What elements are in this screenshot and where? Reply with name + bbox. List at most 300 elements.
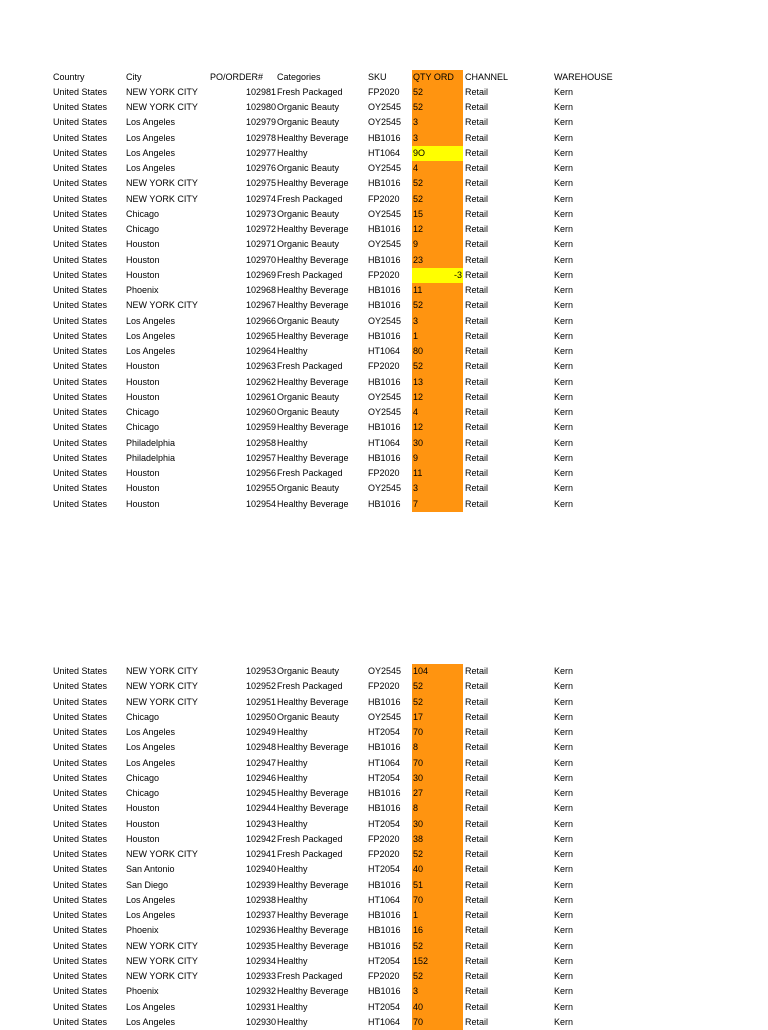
cell-qty-ord: 40: [412, 1000, 463, 1015]
cell-channel: Retail: [465, 696, 489, 707]
cell-po-order: 102951: [245, 696, 276, 707]
table-row: [0, 390, 768, 405]
cell-qty-ord: 9: [412, 451, 463, 466]
cell-qty-ord: 15: [412, 207, 463, 222]
cell-sku: OY2545: [368, 483, 402, 494]
cell-country: United States: [53, 894, 108, 905]
cell-qty-ord: 40: [412, 862, 463, 877]
table-row: [0, 192, 768, 207]
cell-category: Fresh Packaged: [277, 361, 343, 372]
cell-category: Healthy Beverage: [277, 803, 349, 814]
cell-warehouse: Kern: [554, 727, 574, 737]
table-row: [0, 481, 768, 496]
cell-category: Fresh Packaged: [277, 468, 343, 478]
cell-warehouse: Kern: [554, 132, 574, 143]
table-row: [0, 268, 768, 283]
cell-country: United States: [53, 224, 108, 234]
cell-category: Fresh Packaged: [277, 193, 343, 204]
cell-category: Healthy: [277, 346, 308, 356]
cell-country: United States: [53, 437, 108, 448]
cell-sku: HT1064: [368, 437, 401, 448]
cell-category: Healthy: [277, 818, 308, 829]
cell-sku: OY2545: [368, 711, 402, 722]
cell-warehouse: Kern: [554, 879, 574, 890]
cell-city: NEW YORK CITY: [126, 193, 198, 204]
cell-category: Healthy: [277, 772, 308, 783]
table-row: [0, 695, 768, 710]
cell-country: United States: [53, 803, 108, 814]
cell-warehouse: Kern: [554, 269, 574, 280]
cell-sku: HB1016: [368, 742, 401, 753]
cell-country: United States: [53, 132, 108, 143]
cell-warehouse: Kern: [554, 696, 574, 707]
cell-city: Los Angeles: [126, 1001, 176, 1012]
cell-warehouse: Kern: [554, 285, 574, 295]
cell-channel: Retail: [465, 147, 489, 158]
cell-country: United States: [53, 910, 108, 920]
cell-qty-ord: 12: [412, 222, 463, 237]
cell-country: United States: [53, 498, 108, 509]
cell-qty-ord: 52: [412, 939, 463, 954]
cell-po-order: 102956: [245, 468, 276, 478]
cell-category: Organic Beauty: [277, 711, 340, 722]
cell-qty-ord: 3: [412, 115, 463, 130]
cell-country: United States: [53, 483, 108, 494]
cell-qty-ord: 12: [412, 390, 463, 405]
cell-country: United States: [53, 696, 108, 707]
cell-warehouse: Kern: [554, 742, 574, 753]
cell-channel: Retail: [465, 864, 489, 875]
cell-category: Healthy: [277, 955, 308, 966]
cell-channel: Retail: [465, 330, 489, 341]
cell-country: United States: [53, 864, 108, 875]
table-row: [0, 801, 768, 816]
cell-qty-ord: 3: [412, 314, 463, 329]
cell-warehouse: Kern: [554, 818, 574, 829]
cell-po-order: 102979: [245, 117, 276, 128]
cell-warehouse: Kern: [554, 147, 574, 158]
table-row: [0, 436, 768, 451]
cell-category: Healthy: [277, 1016, 308, 1027]
cell-warehouse: Kern: [554, 681, 574, 692]
cell-category: Healthy Beverage: [277, 788, 349, 798]
cell-po-order: 102946: [245, 772, 276, 783]
cell-city: San Antonio: [126, 864, 175, 875]
cell-warehouse: Kern: [554, 178, 574, 189]
cell-category: Healthy: [277, 1001, 308, 1012]
cell-city: Chicago: [126, 788, 160, 798]
cell-category: Healthy Beverage: [277, 224, 349, 234]
cell-sku: OY2545: [368, 315, 402, 326]
cell-category: Healthy Beverage: [277, 742, 349, 753]
cell-sku: HB1016: [368, 696, 401, 707]
cell-warehouse: Kern: [554, 239, 574, 250]
table-row: [0, 237, 768, 252]
cell-country: United States: [53, 330, 108, 341]
cell-city: Chicago: [126, 711, 160, 722]
cell-warehouse: Kern: [554, 910, 574, 920]
cell-po-order: 102953: [245, 666, 276, 676]
cell-qty-ord: 30: [412, 817, 463, 832]
table-row: [0, 283, 768, 298]
cell-category: Healthy Beverage: [277, 285, 349, 295]
cell-channel: Retail: [465, 894, 489, 905]
cell-warehouse: Kern: [554, 254, 574, 265]
cell-po-order: 102937: [245, 910, 276, 920]
cell-qty-ord: 3: [412, 131, 463, 146]
cell-sku: HB1016: [368, 788, 401, 798]
cell-category: Healthy Beverage: [277, 696, 349, 707]
cell-warehouse: Kern: [554, 1001, 574, 1012]
table-row: [0, 222, 768, 237]
cell-country: United States: [53, 254, 108, 265]
cell-country: United States: [53, 833, 108, 844]
table-row: [0, 954, 768, 969]
table-row: [0, 771, 768, 786]
cell-channel: Retail: [465, 468, 489, 478]
header-qty-ord: QTY ORD: [412, 70, 463, 85]
table-row: [0, 344, 768, 359]
cell-qty-ord: 11: [412, 466, 463, 481]
cell-channel: Retail: [465, 102, 489, 112]
cell-category: Fresh Packaged: [277, 269, 343, 280]
cell-po-order: 102947: [245, 757, 276, 768]
cell-city: Los Angeles: [126, 742, 176, 753]
table-row: [0, 862, 768, 877]
cell-category: Healthy Beverage: [277, 330, 349, 341]
cell-country: United States: [53, 986, 108, 997]
cell-city: Houston: [126, 269, 160, 280]
cell-channel: Retail: [465, 498, 489, 509]
cell-city: Phoenix: [126, 986, 159, 997]
cell-warehouse: Kern: [554, 940, 574, 951]
cell-country: United States: [53, 315, 108, 326]
cell-country: United States: [53, 1016, 108, 1027]
cell-category: Healthy Beverage: [277, 422, 349, 433]
cell-country: United States: [53, 86, 108, 97]
cell-channel: Retail: [465, 376, 489, 387]
cell-city: Los Angeles: [126, 894, 176, 905]
header-row: [0, 70, 768, 85]
cell-city: Houston: [126, 818, 160, 829]
header-city: City: [126, 71, 142, 82]
cell-city: NEW YORK CITY: [126, 849, 198, 859]
cell-city: Los Angeles: [126, 346, 176, 356]
cell-country: United States: [53, 468, 108, 478]
cell-city: Chicago: [126, 208, 160, 219]
cell-sku: HB1016: [368, 285, 401, 295]
cell-qty-ord: 13: [412, 375, 463, 390]
table-row: [0, 253, 768, 268]
cell-sku: HB1016: [368, 422, 401, 433]
cell-qty-ord: 30: [412, 771, 463, 786]
cell-channel: Retail: [465, 208, 489, 219]
cell-category: Organic Beauty: [277, 315, 340, 326]
cell-warehouse: Kern: [554, 315, 574, 326]
cell-country: United States: [53, 772, 108, 783]
cell-city: Los Angeles: [126, 163, 176, 173]
cell-channel: Retail: [465, 757, 489, 768]
cell-sku: HT1064: [368, 346, 401, 356]
table-row: [0, 298, 768, 313]
table-row: [0, 878, 768, 893]
table-row: [0, 420, 768, 435]
cell-warehouse: Kern: [554, 391, 574, 402]
cell-warehouse: Kern: [554, 833, 574, 844]
cell-warehouse: Kern: [554, 483, 574, 494]
cell-city: Houston: [126, 483, 160, 494]
cell-country: United States: [53, 788, 108, 798]
cell-country: United States: [53, 666, 108, 676]
cell-country: United States: [53, 818, 108, 829]
table-row: [0, 725, 768, 740]
cell-po-order: 102973: [245, 208, 276, 219]
table-row: [0, 893, 768, 908]
cell-city: Los Angeles: [126, 1016, 176, 1027]
cell-qty-ord: 52: [412, 100, 463, 115]
cell-qty-ord: 70: [412, 725, 463, 740]
cell-sku: OY2545: [368, 239, 402, 250]
cell-channel: Retail: [465, 300, 489, 311]
cell-category: Healthy Beverage: [277, 940, 349, 951]
cell-category: Organic Beauty: [277, 407, 340, 417]
cell-sku: OY2545: [368, 208, 402, 219]
cell-qty-ord: 104: [412, 664, 463, 679]
cell-channel: Retail: [465, 940, 489, 951]
cell-qty-ord: 52: [412, 192, 463, 207]
cell-city: Chicago: [126, 224, 160, 234]
cell-city: Philadelphia: [126, 452, 176, 463]
cell-city: Los Angeles: [126, 117, 176, 128]
cell-qty-ord: 3: [412, 481, 463, 496]
cell-sku: HB1016: [368, 330, 401, 341]
cell-category: Fresh Packaged: [277, 86, 343, 97]
cell-warehouse: Kern: [554, 361, 574, 372]
cell-po-order: 102968: [245, 285, 276, 295]
cell-sku: OY2545: [368, 407, 402, 417]
cell-warehouse: Kern: [554, 224, 574, 234]
cell-sku: HB1016: [368, 910, 401, 920]
cell-country: United States: [53, 1001, 108, 1012]
cell-city: Los Angeles: [126, 910, 176, 920]
cell-qty-ord: 52: [412, 359, 463, 374]
cell-sku: HB1016: [368, 879, 401, 890]
cell-category: Healthy: [277, 757, 308, 768]
cell-city: NEW YORK CITY: [126, 696, 198, 707]
table-row: [0, 115, 768, 130]
table-row: [0, 359, 768, 374]
cell-warehouse: Kern: [554, 300, 574, 311]
cell-category: Healthy Beverage: [277, 254, 349, 265]
cell-warehouse: Kern: [554, 894, 574, 905]
cell-sku: HT1064: [368, 894, 401, 905]
cell-po-order: 102965: [245, 330, 276, 341]
cell-channel: Retail: [465, 849, 489, 859]
cell-sku: HB1016: [368, 986, 401, 997]
cell-city: Houston: [126, 391, 160, 402]
cell-country: United States: [53, 178, 108, 189]
cell-country: United States: [53, 208, 108, 219]
cell-warehouse: Kern: [554, 330, 574, 341]
cell-city: NEW YORK CITY: [126, 86, 198, 97]
table-row: [0, 176, 768, 191]
cell-country: United States: [53, 711, 108, 722]
table-row: [0, 161, 768, 176]
cell-warehouse: Kern: [554, 666, 574, 676]
cell-po-order: 102960: [245, 407, 276, 417]
cell-po-order: 102978: [245, 132, 276, 143]
cell-qty-ord: 30: [412, 436, 463, 451]
cell-city: Houston: [126, 361, 160, 372]
cell-qty-ord: 1: [412, 908, 463, 923]
cell-po-order: 102972: [245, 224, 276, 234]
cell-warehouse: Kern: [554, 376, 574, 387]
cell-channel: Retail: [465, 955, 489, 966]
cell-country: United States: [53, 940, 108, 951]
cell-category: Healthy Beverage: [277, 986, 349, 997]
cell-category: Organic Beauty: [277, 391, 340, 402]
cell-qty-ord: 152: [412, 954, 463, 969]
cell-category: Healthy Beverage: [277, 879, 349, 890]
cell-category: Organic Beauty: [277, 239, 340, 250]
table-row: [0, 786, 768, 801]
table-row: [0, 466, 768, 481]
cell-po-order: 102933: [245, 971, 276, 981]
cell-sku: HB1016: [368, 376, 401, 387]
cell-channel: Retail: [465, 269, 489, 280]
cell-country: United States: [53, 407, 108, 417]
cell-city: Chicago: [126, 422, 160, 433]
cell-warehouse: Kern: [554, 849, 574, 859]
cell-category: Healthy: [277, 864, 308, 875]
cell-warehouse: Kern: [554, 117, 574, 128]
cell-country: United States: [53, 285, 108, 295]
cell-channel: Retail: [465, 315, 489, 326]
table-row: [0, 664, 768, 679]
cell-sku: HT2054: [368, 864, 401, 875]
cell-city: NEW YORK CITY: [126, 102, 198, 112]
table-row: [0, 908, 768, 923]
cell-po-order: 102939: [245, 879, 276, 890]
cell-channel: Retail: [465, 239, 489, 250]
table-row: [0, 679, 768, 694]
cell-po-order: 102949: [245, 727, 276, 737]
table-row: [0, 939, 768, 954]
cell-po-order: 102967: [245, 300, 276, 311]
cell-po-order: 102930: [245, 1016, 276, 1027]
cell-category: Healthy Beverage: [277, 376, 349, 387]
cell-qty-ord: 16: [412, 923, 463, 938]
cell-sku: FP2020: [368, 468, 400, 478]
cell-po-order: 102961: [245, 391, 276, 402]
cell-sku: HB1016: [368, 452, 401, 463]
cell-country: United States: [53, 102, 108, 112]
cell-category: Healthy Beverage: [277, 452, 349, 463]
cell-category: Organic Beauty: [277, 102, 340, 112]
cell-po-order: 102963: [245, 361, 276, 372]
cell-city: Los Angeles: [126, 147, 176, 158]
cell-sku: HB1016: [368, 803, 401, 814]
cell-city: Houston: [126, 468, 160, 478]
cell-po-order: 102966: [245, 315, 276, 326]
cell-country: United States: [53, 361, 108, 372]
cell-warehouse: Kern: [554, 452, 574, 463]
cell-channel: Retail: [465, 666, 489, 676]
cell-category: Healthy: [277, 437, 308, 448]
cell-category: Healthy: [277, 727, 308, 737]
table-row: [0, 817, 768, 832]
table-row: [0, 375, 768, 390]
cell-sku: HB1016: [368, 224, 401, 234]
cell-sku: OY2545: [368, 117, 402, 128]
cell-qty-ord: 12: [412, 420, 463, 435]
cell-city: NEW YORK CITY: [126, 955, 198, 966]
cell-category: Fresh Packaged: [277, 971, 343, 981]
cell-city: NEW YORK CITY: [126, 681, 198, 692]
cell-po-order: 102969: [245, 269, 276, 280]
cell-sku: FP2020: [368, 193, 400, 204]
cell-channel: Retail: [465, 803, 489, 814]
cell-sku: HB1016: [368, 300, 401, 311]
table-row: [0, 756, 768, 771]
table-row: [0, 207, 768, 222]
cell-category: Healthy Beverage: [277, 178, 349, 189]
cell-city: Philadelphia: [126, 437, 176, 448]
cell-po-order: 102955: [245, 483, 276, 494]
cell-warehouse: Kern: [554, 208, 574, 219]
cell-qty-ord: 52: [412, 679, 463, 694]
cell-city: Houston: [126, 498, 160, 509]
cell-city: Phoenix: [126, 285, 159, 295]
cell-warehouse: Kern: [554, 86, 574, 97]
table-row: [0, 969, 768, 984]
cell-qty-ord: 52: [412, 695, 463, 710]
cell-country: United States: [53, 742, 108, 753]
cell-po-order: 102932: [245, 986, 276, 997]
cell-sku: OY2545: [368, 666, 402, 676]
cell-country: United States: [53, 955, 108, 966]
cell-channel: Retail: [465, 422, 489, 433]
cell-warehouse: Kern: [554, 955, 574, 966]
cell-warehouse: Kern: [554, 102, 574, 112]
cell-sku: HB1016: [368, 940, 401, 951]
cell-channel: Retail: [465, 727, 489, 737]
cell-city: San Diego: [126, 879, 169, 890]
cell-po-order: 102977: [245, 147, 276, 158]
cell-city: Los Angeles: [126, 727, 176, 737]
cell-warehouse: Kern: [554, 407, 574, 417]
cell-country: United States: [53, 239, 108, 250]
cell-city: NEW YORK CITY: [126, 971, 198, 981]
cell-sku: HT2054: [368, 818, 401, 829]
cell-sku: FP2020: [368, 269, 400, 280]
cell-qty-ord: 4: [412, 405, 463, 420]
cell-qty-ord: 70: [412, 756, 463, 771]
cell-city: Houston: [126, 376, 160, 387]
cell-po-order: 102962: [245, 376, 276, 387]
cell-po-order: 102941: [245, 849, 276, 859]
cell-channel: Retail: [465, 346, 489, 356]
cell-po-order: 102957: [245, 452, 276, 463]
cell-sku: FP2020: [368, 361, 400, 372]
header-warehouse: WAREHOUSE: [554, 71, 613, 82]
cell-channel: Retail: [465, 925, 489, 936]
cell-qty-ord: 70: [412, 893, 463, 908]
cell-po-order: 102971: [245, 239, 276, 250]
cell-qty-ord: 3: [412, 984, 463, 999]
cell-category: Fresh Packaged: [277, 681, 343, 692]
header-categories: Categories: [277, 71, 321, 82]
